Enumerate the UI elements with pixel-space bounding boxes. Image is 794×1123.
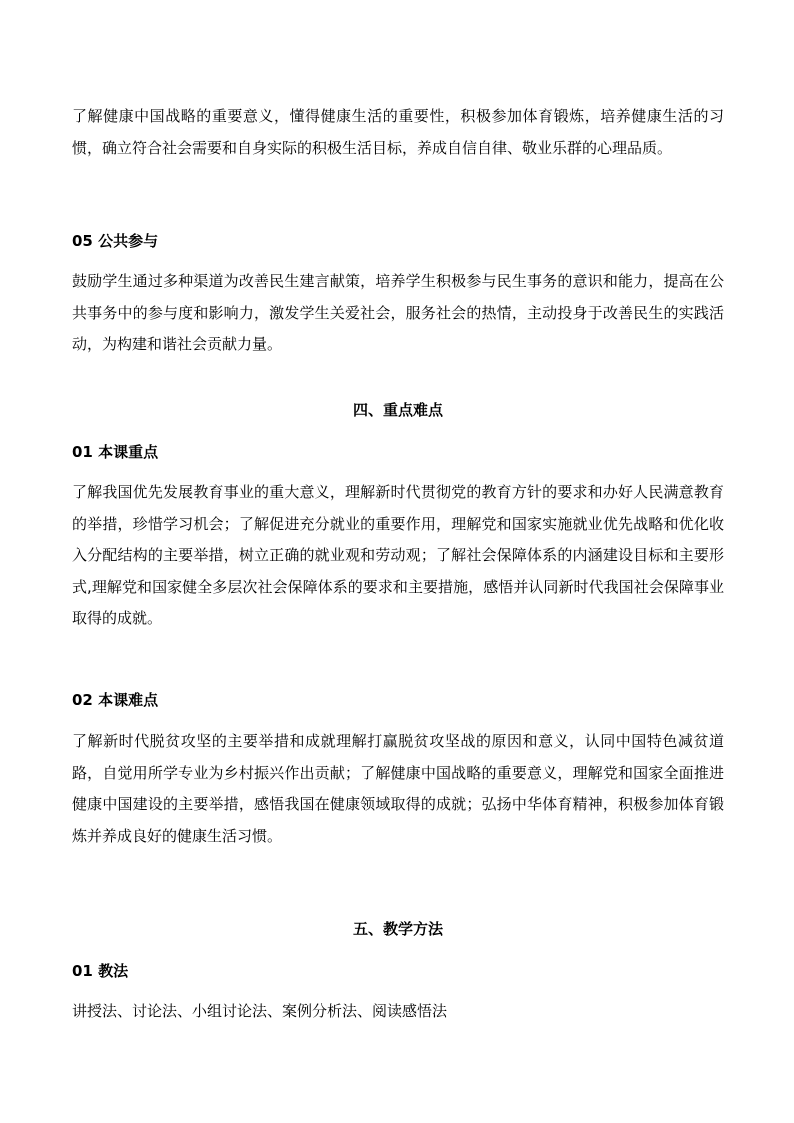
section-heading-key-points: 四、重点难点 xyxy=(352,401,443,419)
paragraph-public-participation: 鼓励学生通过多种渠道为改善民生建言献策，培养学生积极参与民生事务的意识和能力，提高在公共事务中的参与度和影响力，激发学生关爱社会，服务社会的热情，主动投身于改善民生的实践活动，为构建和谐社会贡献力量。 xyxy=(72,272,724,353)
paragraph-health-goals: 了解健康中国战略的重要意义，懂得健康生活的重要性，积极参加体育锻炼，培养健康生活的习惯，确立符合社会需要和自身实际的积极生活目标，养成自信自律、敬业乐群的心理品质。 xyxy=(72,107,724,157)
paragraph-lesson-difficulty: 了解新时代脱贫攻坚的主要举措和成就理解打赢脱贫攻坚战的原因和意义，认同中国特色减贫道路，自觉用所学专业为乡村振兴作出贡献；了解健康中国战略的重要意义，理解党和国家全面推进健康中国建设的主要举措，感悟我国在健康领域取得的成就；弘扬中华体育精神，积极参加体育锻炼并养成良好的健康生活习惯。 xyxy=(72,732,724,845)
paragraph-lesson-focus: 了解我国优先发展教育事业的重大意义，理解新时代贯彻党的教育方针的要求和办好人民满意教育的举措，珍惜学习机会；了解促进充分就业的重要作用，理解党和国家实施就业优先战略和优化收入分配结构的主要举措，树立正确的就业观和劳动观；了解社会保障体系的内涵建设目标和主要形式,理解党和国家健全多层次社会保障体系的要求和主要措施，感悟并认同新时代我国社会保障事业取得的成就。 xyxy=(72,483,724,627)
subheading-teaching-approach: 01 教法 xyxy=(72,962,129,980)
section-heading-teaching-methods: 五、教学方法 xyxy=(352,920,443,938)
paragraph-teaching-approach: 讲授法、讨论法、小组讨论法、案例分析法、阅读感悟法 xyxy=(72,1002,448,1020)
subheading-lesson-difficulty: 02 本课难点 xyxy=(72,691,159,709)
subheading-public-participation: 05 公共参与 xyxy=(72,232,159,250)
subheading-lesson-focus: 01 本课重点 xyxy=(72,443,159,461)
